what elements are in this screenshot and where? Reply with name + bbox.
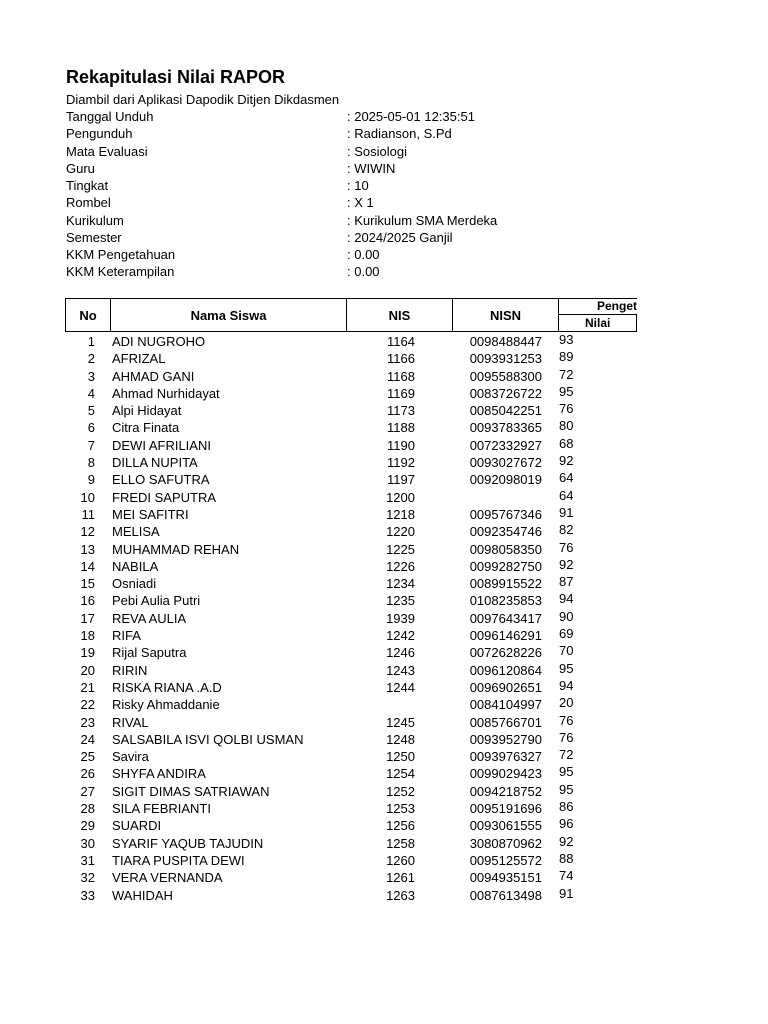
meta-label: Guru xyxy=(66,160,95,176)
cell-nisn: 0072628226 xyxy=(469,645,542,661)
cell-name: Savira xyxy=(112,749,149,765)
cell-nisn: 0084104997 xyxy=(469,697,542,713)
table-row xyxy=(65,869,665,886)
cell-nis: 1173 xyxy=(387,403,415,419)
cell-nisn: 0095767346 xyxy=(469,506,542,522)
cell-name: RIVAL xyxy=(112,714,149,730)
cell-nilai: 95 xyxy=(559,660,574,676)
cell-nis: 1252 xyxy=(386,783,415,799)
cell-nilai: 70 xyxy=(559,643,574,659)
cell-name: SYARIF YAQUB TAJUDIN xyxy=(112,835,264,851)
table-row xyxy=(65,575,665,592)
cell-nisn: 0083726722 xyxy=(469,385,542,401)
cell-nisn: 3080870962 xyxy=(469,835,542,851)
cell-no: 7 xyxy=(87,437,95,453)
meta-value: : 0.00 xyxy=(347,247,380,262)
cell-nis: 1258 xyxy=(386,835,415,851)
meta-row xyxy=(66,212,666,229)
cell-name: Osniadi xyxy=(112,576,157,592)
header-nilai: Nilai xyxy=(558,314,637,332)
cell-nilai: 20 xyxy=(559,695,574,711)
cell-nis: 1256 xyxy=(386,818,415,834)
meta-row xyxy=(66,194,666,211)
cell-name: RISKA RIANA .A.D xyxy=(112,679,222,695)
table-row xyxy=(65,333,665,350)
cell-nisn: 0092098019 xyxy=(469,472,542,488)
cell-nilai: 95 xyxy=(559,781,574,797)
table-row xyxy=(65,817,665,834)
table-row xyxy=(65,437,665,454)
cell-name: WAHIDAH xyxy=(112,887,173,903)
cell-name: Ahmad Nurhidayat xyxy=(112,385,220,401)
cell-nilai: 76 xyxy=(559,712,574,728)
cell-nilai: 64 xyxy=(559,487,574,503)
cell-name: Citra Finata xyxy=(112,420,180,436)
table-row xyxy=(65,385,665,402)
cell-nisn: 0095191696 xyxy=(469,801,542,817)
cell-nilai: 86 xyxy=(559,799,574,815)
meta-row xyxy=(66,143,666,160)
meta-list xyxy=(66,108,666,281)
cell-no: 25 xyxy=(80,749,95,765)
cell-name: RIFA xyxy=(112,628,141,644)
header-pengetahuan-group: Penget xyxy=(558,298,637,315)
cell-name: SUARDI xyxy=(112,818,162,834)
cell-nisn: 0097643417 xyxy=(469,610,542,626)
table-row xyxy=(65,662,665,679)
table-row xyxy=(65,627,665,644)
table-row xyxy=(65,696,665,713)
cell-nisn: 0092354746 xyxy=(469,524,542,540)
cell-nisn: 0094935151 xyxy=(469,870,542,886)
cell-no: 22 xyxy=(80,697,95,713)
cell-nilai: 90 xyxy=(559,608,574,624)
cell-no: 18 xyxy=(80,628,95,644)
cell-nis: 1243 xyxy=(386,662,415,678)
cell-no: 26 xyxy=(80,766,95,782)
table-row xyxy=(65,835,665,852)
page-title: Rekapitulasi Nilai RAPOR xyxy=(66,67,286,87)
cell-nilai: 92 xyxy=(559,556,574,572)
meta-row xyxy=(66,108,666,125)
cell-no: 24 xyxy=(80,731,95,747)
cell-nis: 1234 xyxy=(386,576,415,592)
meta-value: : Kurikulum SMA Merdeka xyxy=(347,212,498,228)
cell-nis: 1254 xyxy=(386,766,415,782)
cell-nis: 1939 xyxy=(386,610,415,626)
cell-nilai: 96 xyxy=(559,816,574,832)
meta-label: Rombel xyxy=(66,195,111,211)
cell-no: 14 xyxy=(80,558,95,574)
table-row xyxy=(65,489,665,506)
table-row xyxy=(65,887,665,904)
cell-nilai: 76 xyxy=(559,539,574,555)
cell-nilai: 89 xyxy=(559,349,574,365)
table-row xyxy=(65,783,665,800)
meta-label: Mata Evaluasi xyxy=(66,143,148,159)
cell-nis: 1190 xyxy=(387,437,415,453)
cell-nilai: 95 xyxy=(559,383,574,399)
cell-no: 32 xyxy=(80,870,95,886)
cell-nilai: 94 xyxy=(559,677,574,693)
cell-no: 4 xyxy=(87,385,95,401)
meta-value: : X 1 xyxy=(347,195,374,211)
table-row xyxy=(65,748,665,765)
table-row xyxy=(65,350,665,367)
cell-nis: 1248 xyxy=(386,731,415,747)
cell-nis: 1200 xyxy=(386,489,415,505)
meta-label: KKM Keterampilan xyxy=(66,264,175,280)
cell-name: SILA FEBRIANTI xyxy=(112,801,211,817)
student-table-body xyxy=(65,333,665,904)
cell-nilai: 87 xyxy=(559,574,574,590)
table-row xyxy=(65,454,665,471)
cell-nis: 1226 xyxy=(386,558,415,574)
cell-no: 10 xyxy=(80,489,95,505)
cell-nis: 1242 xyxy=(386,628,415,644)
cell-nilai: 92 xyxy=(559,833,574,849)
cell-no: 5 xyxy=(87,403,95,419)
cell-nis: 1263 xyxy=(386,887,415,903)
cell-nis: 1188 xyxy=(387,420,415,436)
cell-name: ELLO SAFUTRA xyxy=(112,472,210,488)
table-row xyxy=(65,765,665,782)
cell-nisn: 0096902651 xyxy=(469,679,542,695)
cell-nis: 1260 xyxy=(386,852,415,868)
cell-nisn: 0072332927 xyxy=(469,437,542,453)
cell-no: 2 xyxy=(87,351,95,367)
cell-name: DILLA NUPITA xyxy=(112,455,198,471)
cell-nisn: 0099029423 xyxy=(469,766,542,782)
cell-no: 27 xyxy=(80,783,95,799)
cell-name: NABILA xyxy=(112,558,159,574)
cell-nisn: 0093976327 xyxy=(469,749,542,765)
table-row xyxy=(65,852,665,869)
cell-nis: 1244 xyxy=(386,679,415,695)
cell-nis: 1220 xyxy=(386,524,415,540)
meta-value: : 2025-05-01 12:35:51 xyxy=(347,109,475,124)
meta-row xyxy=(66,160,666,177)
cell-nis: 1168 xyxy=(387,368,415,384)
meta-row xyxy=(66,125,666,142)
cell-nisn: 0095125572 xyxy=(469,852,542,868)
cell-nisn: 0096120864 xyxy=(469,662,542,678)
meta-label: Tanggal Unduh xyxy=(66,109,154,124)
cell-name: MEI SAFITRI xyxy=(112,506,189,522)
table-row xyxy=(65,419,665,436)
table-row xyxy=(65,523,665,540)
cell-nis: 1235 xyxy=(386,593,415,609)
cell-nisn: 0098488447 xyxy=(469,334,542,349)
meta-value: : 0.00 xyxy=(347,264,380,280)
cell-nisn: 0108235853 xyxy=(469,593,542,609)
cell-nilai: 88 xyxy=(559,850,574,866)
cell-name: Alpi Hidayat xyxy=(112,403,182,419)
cell-no: 17 xyxy=(80,610,95,626)
header-no: No xyxy=(65,298,111,332)
meta-value: : Radianson, S.Pd xyxy=(347,126,452,142)
cell-nisn: 0093061555 xyxy=(469,818,542,834)
meta-label: Semester xyxy=(66,229,122,245)
header-nis: NIS xyxy=(346,298,453,332)
cell-name: SIGIT DIMAS SATRIAWAN xyxy=(112,783,270,799)
cell-nilai: 72 xyxy=(559,366,574,382)
cell-nisn: 0085042251 xyxy=(469,403,542,419)
cell-no: 9 xyxy=(87,472,95,488)
table-row xyxy=(65,800,665,817)
header-name: Nama Siswa xyxy=(110,298,347,332)
cell-nis: 1166 xyxy=(387,351,415,367)
meta-value: : WIWIN xyxy=(347,160,396,176)
cell-no: 29 xyxy=(80,818,95,834)
cell-name: SALSABILA ISVI QOLBI USMAN xyxy=(112,731,304,747)
cell-nilai: 76 xyxy=(559,729,574,745)
cell-nis: 1253 xyxy=(386,801,415,817)
cell-nilai: 95 xyxy=(559,764,574,780)
table-row xyxy=(65,506,665,523)
cell-nilai: 93 xyxy=(559,332,574,347)
cell-no: 23 xyxy=(80,714,95,730)
cell-name: MUHAMMAD REHAN xyxy=(112,541,240,557)
cell-nisn: 0098058350 xyxy=(469,541,542,557)
cell-name: FREDI SAPUTRA xyxy=(112,489,217,505)
cell-nisn: 0093783365 xyxy=(469,420,542,436)
page-subtitle: Diambil dari Aplikasi Dapodik Ditjen Dikdasmen xyxy=(66,92,340,107)
header-nisn: NISN xyxy=(452,298,559,332)
cell-nilai: 91 xyxy=(559,885,574,901)
meta-value: : 10 xyxy=(347,178,369,193)
meta-row xyxy=(66,246,666,263)
meta-value: : 2024/2025 Ganjil xyxy=(347,229,453,245)
cell-nis: 1218 xyxy=(386,506,415,522)
cell-nilai: 69 xyxy=(559,626,574,642)
table-row xyxy=(65,644,665,661)
cell-nis: 1246 xyxy=(386,645,415,661)
cell-nis: 1164 xyxy=(387,334,415,349)
cell-no: 12 xyxy=(80,524,95,540)
meta-label: Kurikulum xyxy=(66,212,124,228)
meta-label: Pengunduh xyxy=(66,126,133,142)
cell-name: MELISA xyxy=(112,524,160,540)
cell-no: 8 xyxy=(87,455,95,471)
cell-nisn: 0094218752 xyxy=(469,783,542,799)
cell-no: 19 xyxy=(80,645,95,661)
table-row xyxy=(65,471,665,488)
cell-name: Pebi Aulia Putri xyxy=(112,593,201,609)
cell-name: REVA AULIA xyxy=(112,610,187,626)
cell-nilai: 64 xyxy=(559,470,574,486)
cell-nilai: 92 xyxy=(559,453,574,469)
table-row xyxy=(65,368,665,385)
cell-no: 31 xyxy=(80,852,95,868)
cell-no: 33 xyxy=(80,887,95,903)
cell-nisn: 0093952790 xyxy=(469,731,542,747)
cell-nisn: 0093931253 xyxy=(469,351,542,367)
cell-name: RIRIN xyxy=(112,662,148,678)
cell-nisn: 0085766701 xyxy=(469,714,542,730)
cell-name: TIARA PUSPITA DEWI xyxy=(112,852,245,868)
meta-row xyxy=(66,177,666,194)
cell-name: AFRIZAL xyxy=(112,351,166,367)
cell-no: 16 xyxy=(80,593,95,609)
cell-name: DEWI AFRILIANI xyxy=(112,437,211,453)
cell-nis: 1192 xyxy=(387,455,415,471)
cell-name: Risky Ahmaddanie xyxy=(112,697,220,713)
cell-nilai: 82 xyxy=(559,522,574,538)
cell-nilai: 74 xyxy=(559,868,574,884)
table-row xyxy=(65,592,665,609)
cell-no: 3 xyxy=(87,368,95,384)
cell-name: Rijal Saputra xyxy=(112,645,187,661)
cell-nis: 1225 xyxy=(386,541,415,557)
cell-nis: 1245 xyxy=(386,714,415,730)
table-row xyxy=(65,714,665,731)
cell-no: 11 xyxy=(81,506,95,522)
cell-nis: 1169 xyxy=(387,385,415,401)
cell-nisn: 0087613498 xyxy=(469,887,542,903)
cell-nilai: 94 xyxy=(559,591,574,607)
cell-nisn: 0089915522 xyxy=(469,576,542,592)
cell-nis: 1261 xyxy=(386,870,415,886)
cell-nisn: 0096146291 xyxy=(469,628,542,644)
cell-name: AHMAD GANI xyxy=(112,368,195,384)
cell-name: SHYFA ANDIRA xyxy=(112,766,206,782)
table-row xyxy=(65,610,665,627)
cell-no: 20 xyxy=(80,662,95,678)
cell-name: ADI NUGROHO xyxy=(112,334,206,349)
cell-nisn: 0099282750 xyxy=(469,558,542,574)
table-row xyxy=(65,402,665,419)
meta-label: Tingkat xyxy=(66,178,109,193)
meta-value: : Sosiologi xyxy=(347,143,407,159)
cell-nilai: 68 xyxy=(559,435,574,451)
cell-nilai: 72 xyxy=(559,747,574,763)
cell-no: 21 xyxy=(80,679,95,695)
cell-nilai: 76 xyxy=(559,401,574,417)
cell-nisn: 0093027672 xyxy=(469,455,542,471)
cell-no: 15 xyxy=(80,576,95,592)
cell-nisn: 0095588300 xyxy=(469,368,542,384)
cell-no: 28 xyxy=(80,801,95,817)
cell-no: 6 xyxy=(87,420,95,436)
table-row xyxy=(65,679,665,696)
cell-no: 30 xyxy=(80,835,95,851)
table-row xyxy=(65,558,665,575)
meta-row xyxy=(66,263,666,280)
table-row xyxy=(65,541,665,558)
cell-nis: 1250 xyxy=(386,749,415,765)
meta-row xyxy=(66,229,666,246)
table-row xyxy=(65,731,665,748)
cell-nilai: 80 xyxy=(559,418,574,434)
cell-no: 1 xyxy=(87,334,95,349)
cell-nis: 1197 xyxy=(387,472,415,488)
cell-name: VERA VERNANDA xyxy=(112,870,223,886)
meta-label: KKM Pengetahuan xyxy=(66,247,176,262)
cell-nilai: 91 xyxy=(559,504,574,520)
cell-no: 13 xyxy=(80,541,95,557)
